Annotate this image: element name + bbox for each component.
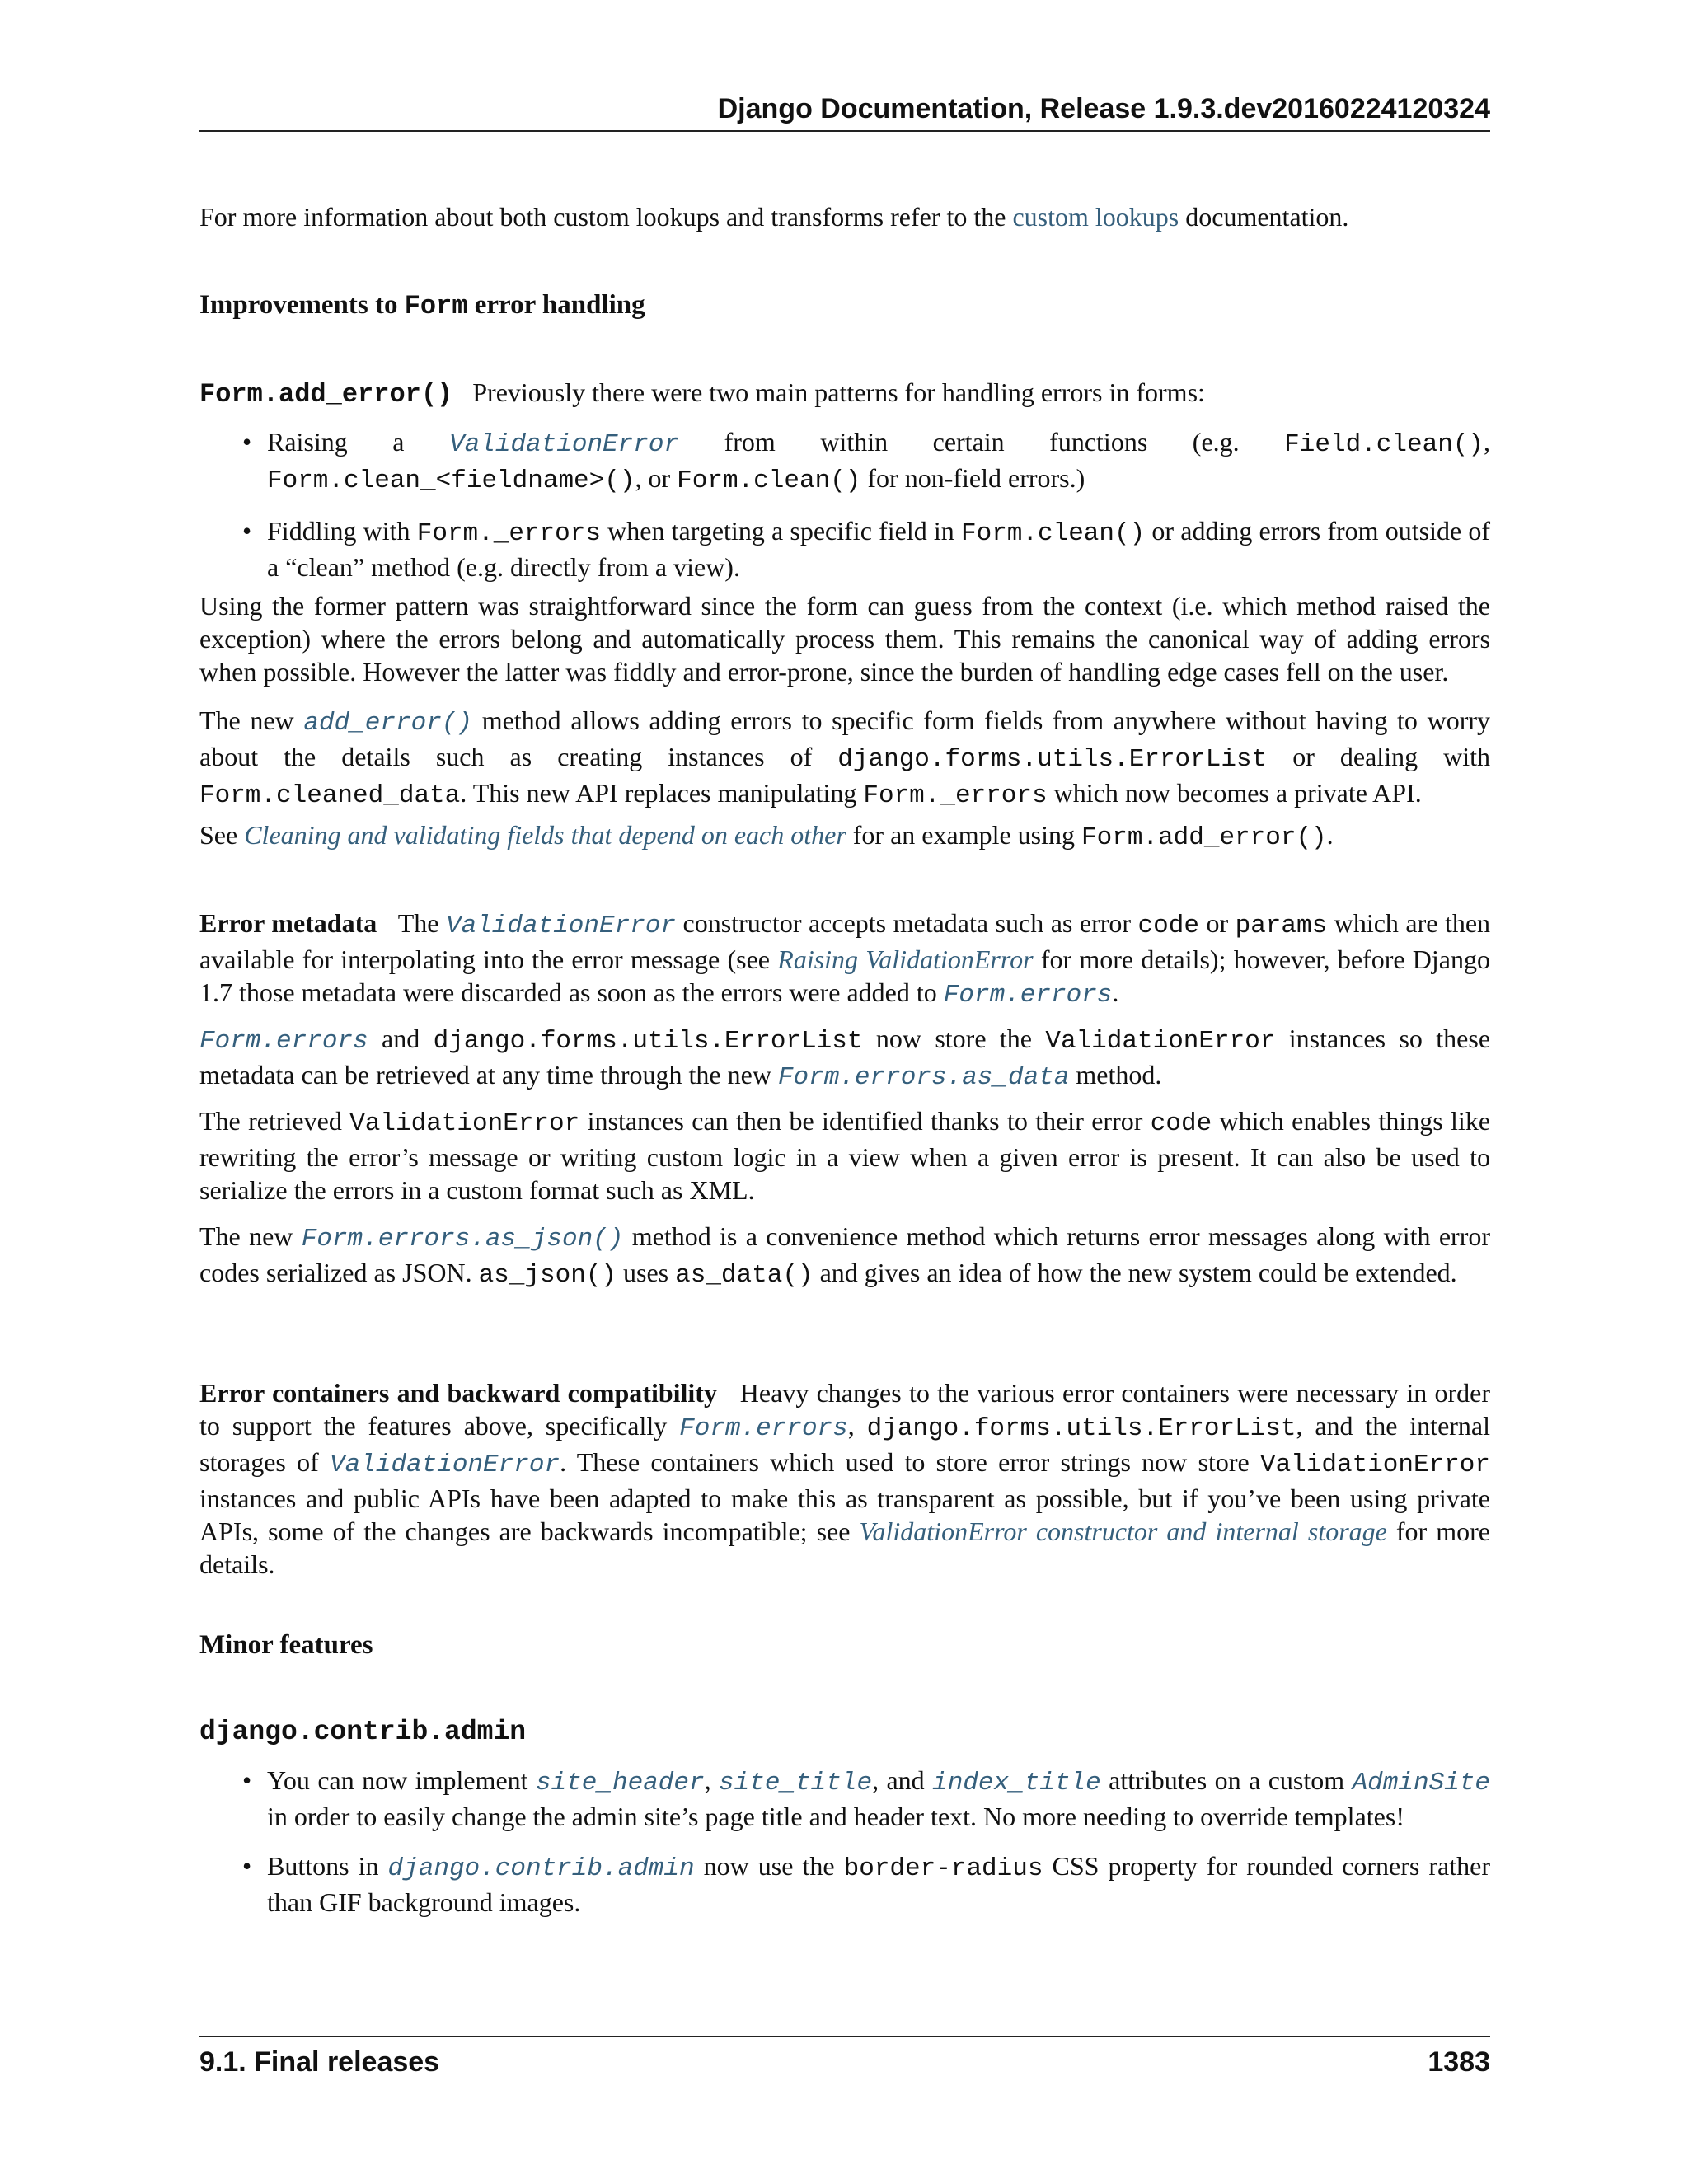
- footer-section-title: 9.1. Final releases: [199, 2046, 440, 2078]
- minor-features-heading: Minor features: [199, 1630, 373, 1660]
- custom-lookups-link[interactable]: custom lookups: [1012, 202, 1179, 232]
- add-error-link[interactable]: add_error(): [303, 709, 473, 738]
- form-errors-link[interactable]: Form.errors: [679, 1414, 848, 1443]
- as-data-link[interactable]: Form.errors.as_data: [777, 1063, 1070, 1092]
- site-header-link[interactable]: site_header: [535, 1769, 705, 1797]
- retrieved-errors-paragraph: The retrieved ValidationError instances can then be identified thanks to their error code which enables things like rewriting the error’s message or writing custom logic in a view when a given error is present. It can also be used to serialize the errors in a custom format such as XML.: [199, 1106, 1491, 1205]
- list-item: • Fiddling with Form._errors when targeting a specific field in Form.clean() or adding errors from outside of a “clean” method (e.g. directly from a view).: [242, 516, 1491, 582]
- cleaning-validating-link[interactable]: Cleaning and validating fields that depend on each other: [244, 820, 846, 850]
- list-item: • Raising a ValidationError from within certain functions (e.g. Field.clean(), Form.clean_<fieldname>(), or Form.clean() for non-field errors.): [242, 427, 1491, 495]
- error-containers-paragraph: Error containers and backward compatibility Heavy changes to the various error containers were necessary in order to support the features above, specifically Form.errors, django.forms.utils.ErrorList, and the internal storages of ValidationError. These containers which used to store error strings now store ValidationError instances and public APIs have been adapted to make this as transparent as possible, but if you’ve been using private APIs, some of the changes are backwards incompatible; see ValidationError constructor and internal storage for more details.: [199, 1378, 1491, 1579]
- contrib-admin-link[interactable]: django.contrib.admin: [387, 1854, 695, 1883]
- validation-error-link[interactable]: ValidationError: [330, 1451, 560, 1479]
- raising-validation-error-link[interactable]: Raising ValidationError: [777, 944, 1034, 974]
- add-error-term: Form.add_error(): [199, 379, 453, 410]
- site-title-link[interactable]: site_title: [719, 1769, 873, 1797]
- admin-heading: django.contrib.admin: [199, 1717, 527, 1747]
- validation-error-link[interactable]: ValidationError: [449, 430, 680, 459]
- list-item: • You can now implement site_header, site_title, and index_title attributes on a custom AdminSite in order to easily change the admin site’s page title and header text. No more needing to override templates!: [242, 1765, 1491, 1831]
- section-heading-form-errors: Improvements to Form error handling: [199, 290, 645, 321]
- validation-error-storage-link[interactable]: ValidationError constructor and internal storage: [859, 1516, 1387, 1546]
- form-errors-link[interactable]: Form.errors: [199, 1027, 368, 1056]
- list-item: • Buttons in django.contrib.admin now use the border-radius CSS property for rounded corners rather than GIF background images.: [242, 1851, 1490, 1917]
- page-number: 1383: [1428, 2046, 1490, 2078]
- error-metadata-paragraph: Error metadata The ValidationError constructor accepts metadata such as error code or params which are then available for interpolating into the error message (see Raising ValidationError for more details); however, before Django 1.7 those metadata were discarded as soon as the errors were added to Form.errors.: [199, 908, 1491, 1010]
- error-list-paragraph: Form.errors and django.forms.utils.ErrorList now store the ValidationError instances so these metadata can be retrieved at any time through the new Form.errors.as_data method.: [199, 1024, 1491, 1092]
- admin-features-list: [199, 1764, 1490, 1919]
- add-error-description: The new add_error() method allows adding errors to specific form fields from anywhere without having to worry about the details such as creating instances of django.forms.utils.ErrorList or dealing with Form.cleaned_data. This new API replaces manipulating Form._errors which now becomes a private API.: [199, 705, 1491, 810]
- page-footer: [199, 2036, 1490, 2080]
- validation-error-link[interactable]: ValidationError: [445, 912, 677, 940]
- error-patterns-list: [199, 425, 1490, 583]
- error-metadata-heading: Error metadata: [199, 908, 377, 938]
- form-errors-link[interactable]: Form.errors: [943, 981, 1113, 1010]
- admin-site-link[interactable]: AdminSite: [1352, 1769, 1491, 1797]
- error-containers-heading: Error containers and backward compatibility: [199, 1378, 717, 1408]
- see-also-paragraph: See Cleaning and validating fields that depend on each other for an example using Form.add_error().: [199, 820, 1334, 852]
- former-pattern-paragraph: Using the former pattern was straightforward since the form can guess from the context (i.e. which method raised the exception) where the errors belong and automatically process them. This remains the canonical way of adding errors when possible. However the latter was fiddly and error-prone, since the burden of handling edge cases fell on the user.: [199, 591, 1490, 687]
- intro-paragraph: For more information about both custom lookups and transforms refer to the custom lookups documentation.: [199, 202, 1349, 232]
- running-header: Django Documentation, Release 1.9.3.dev20160224120324: [199, 91, 1490, 132]
- as-json-paragraph: The new Form.errors.as_json() method is a convenience method which returns error messages along with error codes serialized as JSON. as_json() uses as_data() and gives an idea of how the new system could be extended.: [199, 1221, 1490, 1290]
- as-json-link[interactable]: Form.errors.as_json(): [301, 1225, 624, 1254]
- add-error-paragraph: Form.add_error() Previously there were two main patterns for handling errors in forms:: [199, 377, 1205, 410]
- index-title-link[interactable]: index_title: [932, 1769, 1101, 1797]
